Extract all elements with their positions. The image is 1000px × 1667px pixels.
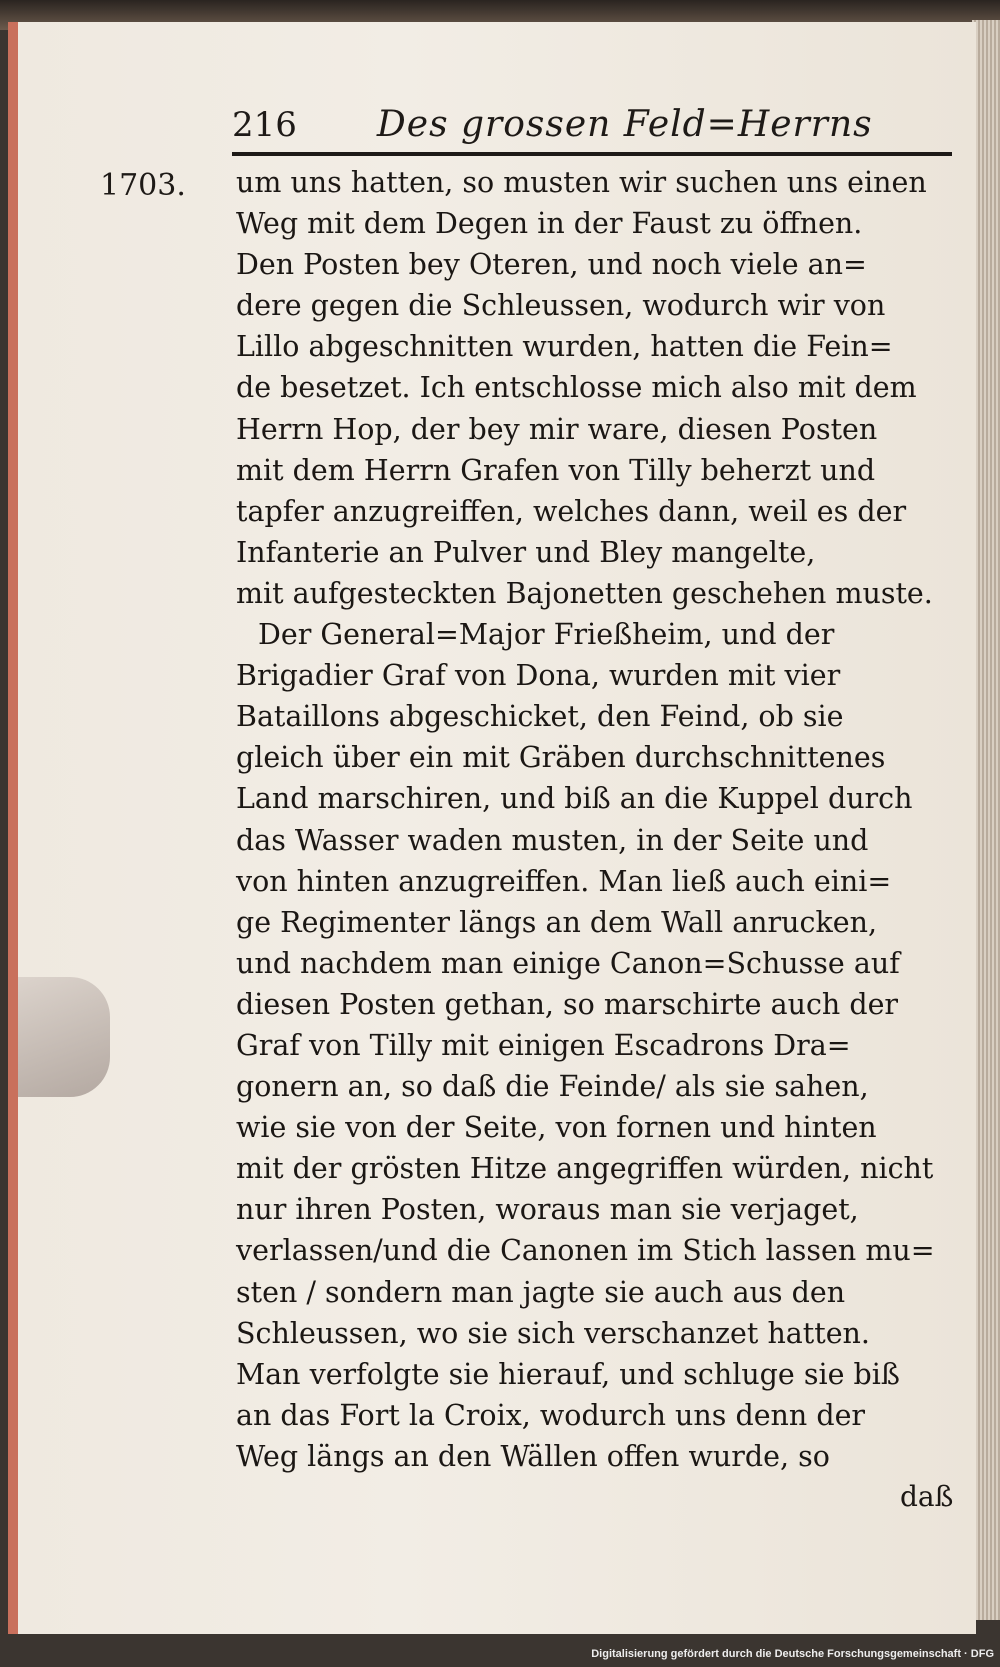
text-line: mit aufgesteckten Bajonetten geschehen muste. [236,576,933,610]
text-line: wie sie von der Seite, von fornen und hinten [236,1111,877,1145]
text-line: Lillo abgeschnitten wurden, hatten die Fein= [236,330,893,364]
text-line: an das Fort la Croix, wodurch uns denn der [236,1398,866,1432]
running-title: Des grossen Feld=Herrns [376,104,873,145]
text-line: gonern an, so daß die Feinde/ als sie sahen, [236,1070,869,1104]
text-line: von hinten anzugreiffen. Man ließ auch eini= [236,864,892,898]
text-line: Graf von Tilly mit einigen Escadrons Dra= [236,1028,851,1062]
body-text [236,162,956,1477]
text-line: Den Posten bey Oteren, und noch viele an= [236,248,867,282]
text-line: verlassen/und die Canonen im Stich lassen mu= [236,1234,935,1268]
text-line: Man verfolgte sie hierauf, und schluge sie biß [236,1357,900,1391]
text-line: nur ihren Posten, woraus man sie verjaget, [236,1193,859,1227]
text-line: de besetzet. Ich entschlosse mich also mit dem [236,371,917,405]
text-line: Weg längs an den Wällen offen wurde, so [236,1439,830,1473]
text-line: Bataillons abgeschicket, den Feind, ob sie [236,700,844,734]
thumb-holding-page [18,977,110,1097]
catchword: daß [900,1480,954,1513]
text-line: Der General=Major Frießheim, und der [258,618,835,652]
digitization-credit: Digitalisierung gefördert durch die Deutsche Forschungsgemeinschaft · DFG [591,1648,994,1660]
text-line: sten / sondern man jagte sie auch aus den [236,1275,846,1309]
text-line: Land marschiren, und biß an die Kuppel durch [236,782,913,816]
text-line: und nachdem man einige Canon=Schusse auf [236,946,900,980]
text-line: gleich über ein mit Gräben durchschnittenes [236,741,886,775]
text-line: Schleussen, wo sie sich verschanzet hatten. [236,1316,870,1350]
page-stack-edge [972,20,1000,1620]
text-line: Infanterie an Pulver und Bley mangelte, [236,535,816,569]
text-line: das Wasser waden musten, in der Seite und [236,823,869,857]
text-line: tapfer anzugreiffen, welches dann, weil es der [236,494,907,528]
text-line: Herrn Hop, der bey mir ware, diesen Posten [236,412,878,446]
text-line: mit der grösten Hitze angegriffen würden, nicht [236,1152,934,1186]
text-line: ge Regimenter längs an dem Wall anrucken, [236,905,878,939]
text-line: dere gegen die Schleussen, wodurch wir von [236,289,886,323]
text-line: Brigadier Graf von Dona, wurden mit vier [236,659,841,693]
text-line: diesen Posten gethan, so marschirte auch der [236,987,899,1021]
page-number: 216 [232,105,297,145]
text-line: mit dem Herrn Grafen von Tilly beherzt und [236,453,876,487]
text-line: um uns hatten, so musten wir suchen uns einen [236,166,927,199]
margin-year: 1703. [100,168,186,203]
text-line: Weg mit dem Degen in der Faust zu öffnen. [236,207,863,241]
page-header [232,104,952,156]
